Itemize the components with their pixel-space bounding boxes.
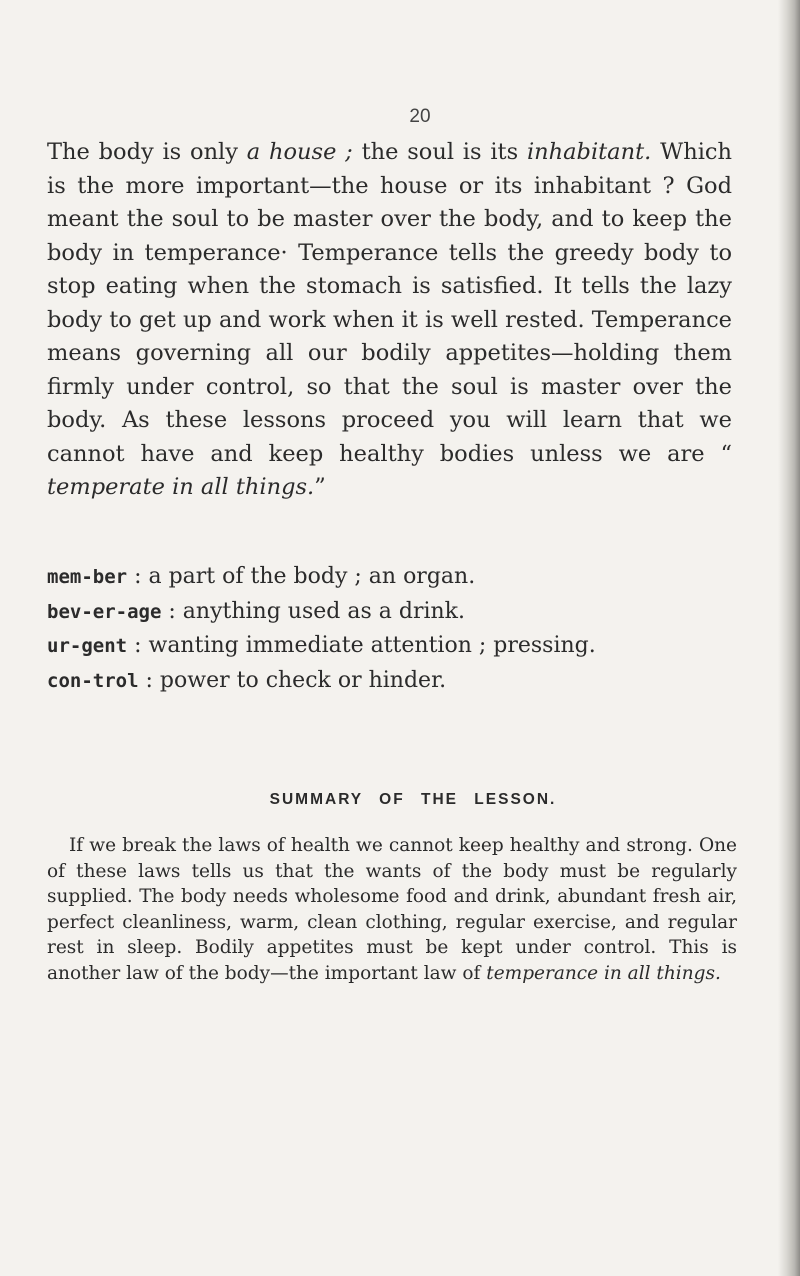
vocabulary-item — [47, 664, 737, 699]
passage-paragraph — [47, 136, 732, 505]
vocabulary-definition: anything used as a drink. — [182, 598, 465, 624]
passage-emphasis-inhabitant: inhabitant. — [526, 139, 652, 165]
vocabulary-item — [47, 629, 737, 664]
passage-text-4: ” — [314, 474, 326, 500]
summary-section — [47, 833, 737, 986]
vocabulary-list — [47, 560, 737, 698]
vocabulary-term: con-trol — [47, 669, 139, 692]
vocabulary-item — [47, 595, 737, 630]
vocabulary-term: bev-er-age — [47, 600, 162, 623]
main-passage — [47, 136, 732, 505]
vocabulary-definition: power to check or hinder. — [159, 667, 447, 693]
summary-paragraph — [47, 833, 737, 986]
page-number: 20 — [409, 106, 431, 127]
summary-text: If we break the laws of health we cannot keep healthy and strong. One of these laws tells us that the wants of the body must be regularly supplied. The body needs wholesome food and drink, abundant fresh air, perfect cleanliness, warm, clean clothing, regular exercise, and regular rest in sleep. Bodily appetites must be kept under control. This is another law of the body—the important law of — [47, 835, 737, 984]
vocabulary-separator: : — [127, 564, 149, 589]
page-edge-shadow — [778, 0, 800, 1276]
summary-emphasis: temperance in all things. — [486, 962, 721, 984]
vocabulary-definition: wanting immediate attention ; pressing. — [148, 633, 596, 658]
vocabulary-term: ur-gent — [47, 635, 128, 657]
passage-text-2: the soul is its — [352, 139, 527, 165]
passage-emphasis-house: a house ; — [246, 139, 353, 165]
vocabulary-term: mem-ber — [47, 566, 128, 588]
vocabulary-separator: : — [127, 633, 149, 658]
vocabulary-item — [47, 560, 737, 595]
vocabulary-separator: : — [138, 667, 160, 693]
passage-text-1: The body is only — [47, 139, 247, 165]
vocabulary-definition: a part of the body ; an organ. — [148, 564, 476, 589]
passage-emphasis-temperate: temperate in all things. — [47, 474, 315, 500]
passage-text-3: Which is the more important—the house or its inhabitant ? God meant the soul to be master over the body, and to keep the body in temperance· Temperance tells the greedy body to stop eating when the stomach is satisfied. It tells the lazy body to get up and work when it is well rested. Temperance means governing all our bodily appetites—holding them firmly under control, so that the soul is master over the body. As these lessons proceed you will learn that we cannot have and keep healthy bodies unless we are “ — [47, 139, 733, 467]
vocabulary-separator: : — [161, 598, 183, 624]
summary-heading: SUMMARY OF THE LESSON. — [269, 791, 557, 808]
